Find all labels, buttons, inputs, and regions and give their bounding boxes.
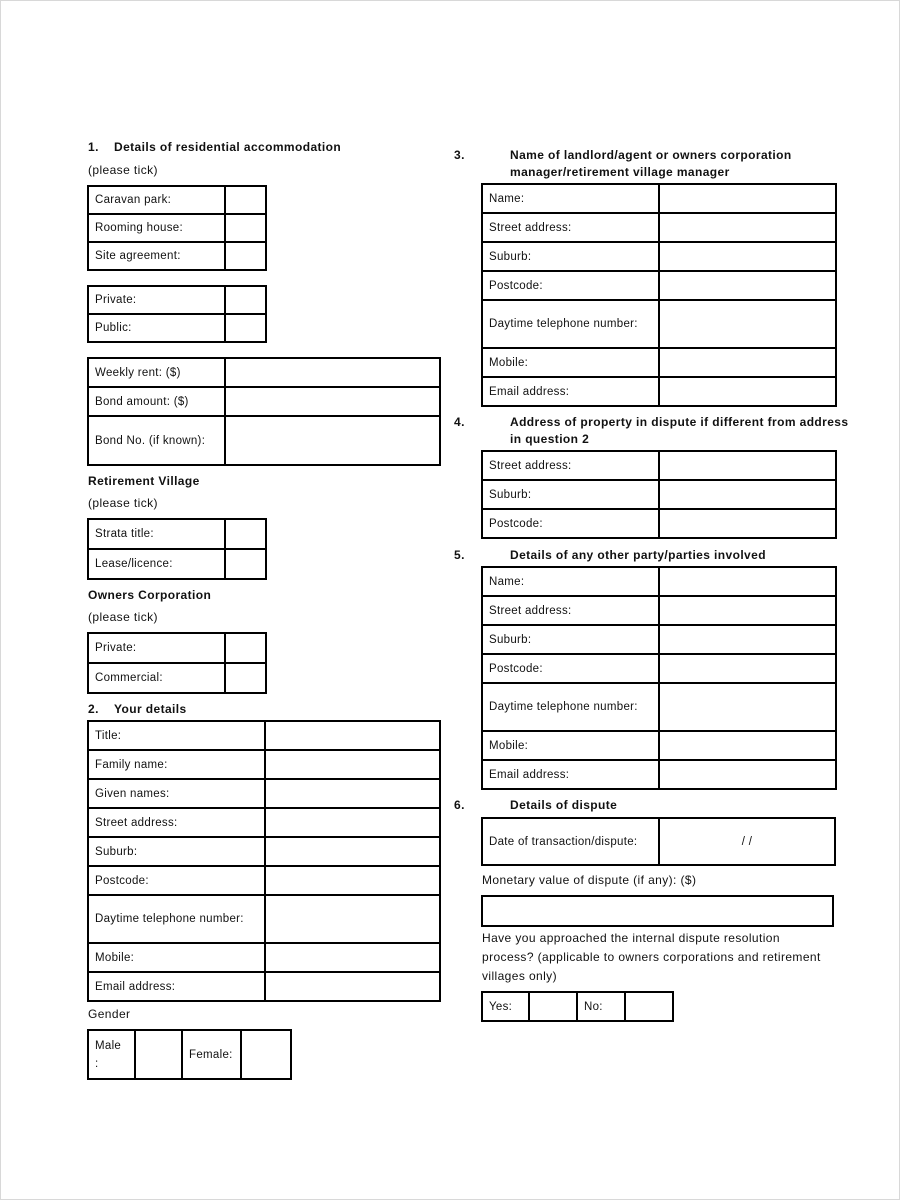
section-6-heading: 6. Details of dispute [454, 798, 618, 812]
weekly-rent-field[interactable] [225, 358, 440, 387]
section-2-heading: 2. Your details [88, 702, 187, 716]
caravan-park-label: Caravan park: [88, 186, 225, 214]
landlord-postcode-field[interactable] [659, 271, 836, 300]
private-label: Private: [88, 286, 225, 314]
party-name-field[interactable] [659, 567, 836, 596]
given-names-field[interactable] [265, 779, 440, 808]
oc-commercial-checkbox[interactable] [225, 663, 266, 693]
property-address-table [481, 450, 837, 539]
lease-licence-checkbox[interactable] [225, 549, 266, 579]
landlord-phone-label: Daytime telephone number: [482, 300, 659, 348]
owners-tick-note: (please tick) [88, 610, 158, 624]
given-names-label: Given names: [88, 779, 265, 808]
section-3-heading: 3. Name of landlord/agent or owners corporation manager/retirement village manager [454, 148, 792, 179]
bond-amount-label: Bond amount: ($) [88, 387, 225, 416]
party-postcode-label: Postcode: [482, 654, 659, 683]
please-tick-note: (please tick) [88, 163, 158, 177]
owners-corporation-heading: Owners Corporation [88, 588, 212, 602]
oc-private-label: Private: [88, 633, 225, 663]
property-postcode-label: Postcode: [482, 509, 659, 538]
monetary-value-field[interactable] [482, 896, 833, 926]
street-address-label: Street address: [88, 808, 265, 837]
bond-amount-field[interactable] [225, 387, 440, 416]
public-checkbox[interactable] [225, 314, 266, 342]
approached-question: Have you approached the internal dispute resolution process? (applicable to owners corporations and retirement villages only) [482, 931, 821, 983]
daytime-phone-label: Daytime telephone number: [88, 895, 265, 943]
bond-number-label: Bond No. (if known): [88, 416, 225, 465]
no-label: No: [577, 992, 625, 1021]
section-5-heading: 5. Details of any other party/parties involved [454, 548, 766, 562]
yes-checkbox[interactable] [529, 992, 577, 1021]
gender-table [87, 1029, 292, 1080]
party-suburb-field[interactable] [659, 625, 836, 654]
section-1-heading: 1. Details of residential accommodation [88, 140, 342, 154]
property-postcode-field[interactable] [659, 509, 836, 538]
rooming-house-label: Rooming house: [88, 214, 225, 242]
party-mobile-label: Mobile: [482, 731, 659, 760]
public-label: Public: [88, 314, 225, 342]
dispute-date-field[interactable]: / / [659, 818, 835, 865]
mobile-field[interactable] [265, 943, 440, 972]
female-label: Female: [182, 1030, 241, 1079]
female-checkbox[interactable] [241, 1030, 291, 1079]
gender-label: Gender [88, 1007, 131, 1021]
rooming-house-checkbox[interactable] [225, 214, 266, 242]
suburb-field[interactable] [265, 837, 440, 866]
landlord-name-field[interactable] [659, 184, 836, 213]
title-field[interactable] [265, 721, 440, 750]
title-label: Title: [88, 721, 265, 750]
private-checkbox[interactable] [225, 286, 266, 314]
yes-label: Yes: [482, 992, 529, 1021]
landlord-table [481, 183, 837, 407]
mobile-label: Mobile: [88, 943, 265, 972]
section-4-heading: 4. Address of property in dispute if different from address in question 2 [454, 415, 849, 446]
oc-commercial-label: Commercial: [88, 663, 225, 693]
street-address-field[interactable] [265, 808, 440, 837]
bond-number-field[interactable] [225, 416, 440, 465]
property-suburb-label: Suburb: [482, 480, 659, 509]
landlord-phone-field[interactable] [659, 300, 836, 348]
landlord-mobile-field[interactable] [659, 348, 836, 377]
accommodation-type-table [87, 185, 267, 271]
party-street-label: Street address: [482, 596, 659, 625]
retirement-village-heading: Retirement Village [88, 474, 200, 488]
landlord-street-field[interactable] [659, 213, 836, 242]
landlord-postcode-label: Postcode: [482, 271, 659, 300]
dispute-date-label: Date of transaction/dispute: [482, 818, 659, 865]
landlord-street-label: Street address: [482, 213, 659, 242]
party-postcode-field[interactable] [659, 654, 836, 683]
dispute-date-table [481, 817, 836, 866]
oc-private-checkbox[interactable] [225, 633, 266, 663]
email-field[interactable] [265, 972, 440, 1001]
caravan-park-checkbox[interactable] [225, 186, 266, 214]
owners-corporation-table [87, 632, 267, 694]
ownership-table [87, 285, 267, 343]
strata-title-label: Strata title: [88, 519, 225, 549]
landlord-email-field[interactable] [659, 377, 836, 406]
retirement-tick-note: (please tick) [88, 496, 158, 510]
party-suburb-label: Suburb: [482, 625, 659, 654]
monetary-value-label: Monetary value of dispute (if any): ($) [482, 873, 697, 887]
party-email-field[interactable] [659, 760, 836, 789]
family-name-label: Family name: [88, 750, 265, 779]
party-email-label: Email address: [482, 760, 659, 789]
property-street-field[interactable] [659, 451, 836, 480]
postcode-field[interactable] [265, 866, 440, 895]
email-label: Email address: [88, 972, 265, 1001]
retirement-village-table [87, 518, 267, 580]
landlord-suburb-label: Suburb: [482, 242, 659, 271]
male-label: Male : [88, 1030, 135, 1079]
party-name-label: Name: [482, 567, 659, 596]
weekly-rent-label: Weekly rent: ($) [88, 358, 225, 387]
suburb-label: Suburb: [88, 837, 265, 866]
landlord-name-label: Name: [482, 184, 659, 213]
party-phone-field[interactable] [659, 683, 836, 731]
party-mobile-field[interactable] [659, 731, 836, 760]
no-checkbox[interactable] [625, 992, 673, 1021]
yes-no-table [481, 991, 674, 1022]
strata-title-checkbox[interactable] [225, 519, 266, 549]
lease-licence-label: Lease/licence: [88, 549, 225, 579]
landlord-email-label: Email address: [482, 377, 659, 406]
family-name-field[interactable] [265, 750, 440, 779]
other-party-table [481, 566, 837, 790]
property-street-label: Street address: [482, 451, 659, 480]
monetary-value-table [481, 895, 834, 927]
landlord-mobile-label: Mobile: [482, 348, 659, 377]
male-checkbox[interactable] [135, 1030, 182, 1079]
daytime-phone-field[interactable] [265, 895, 440, 943]
site-agreement-label: Site agreement: [88, 242, 225, 270]
landlord-suburb-field[interactable] [659, 242, 836, 271]
party-street-field[interactable] [659, 596, 836, 625]
party-phone-label: Daytime telephone number: [482, 683, 659, 731]
your-details-table [87, 720, 441, 1002]
postcode-label: Postcode: [88, 866, 265, 895]
property-suburb-field[interactable] [659, 480, 836, 509]
rent-table [87, 357, 441, 466]
site-agreement-checkbox[interactable] [225, 242, 266, 270]
